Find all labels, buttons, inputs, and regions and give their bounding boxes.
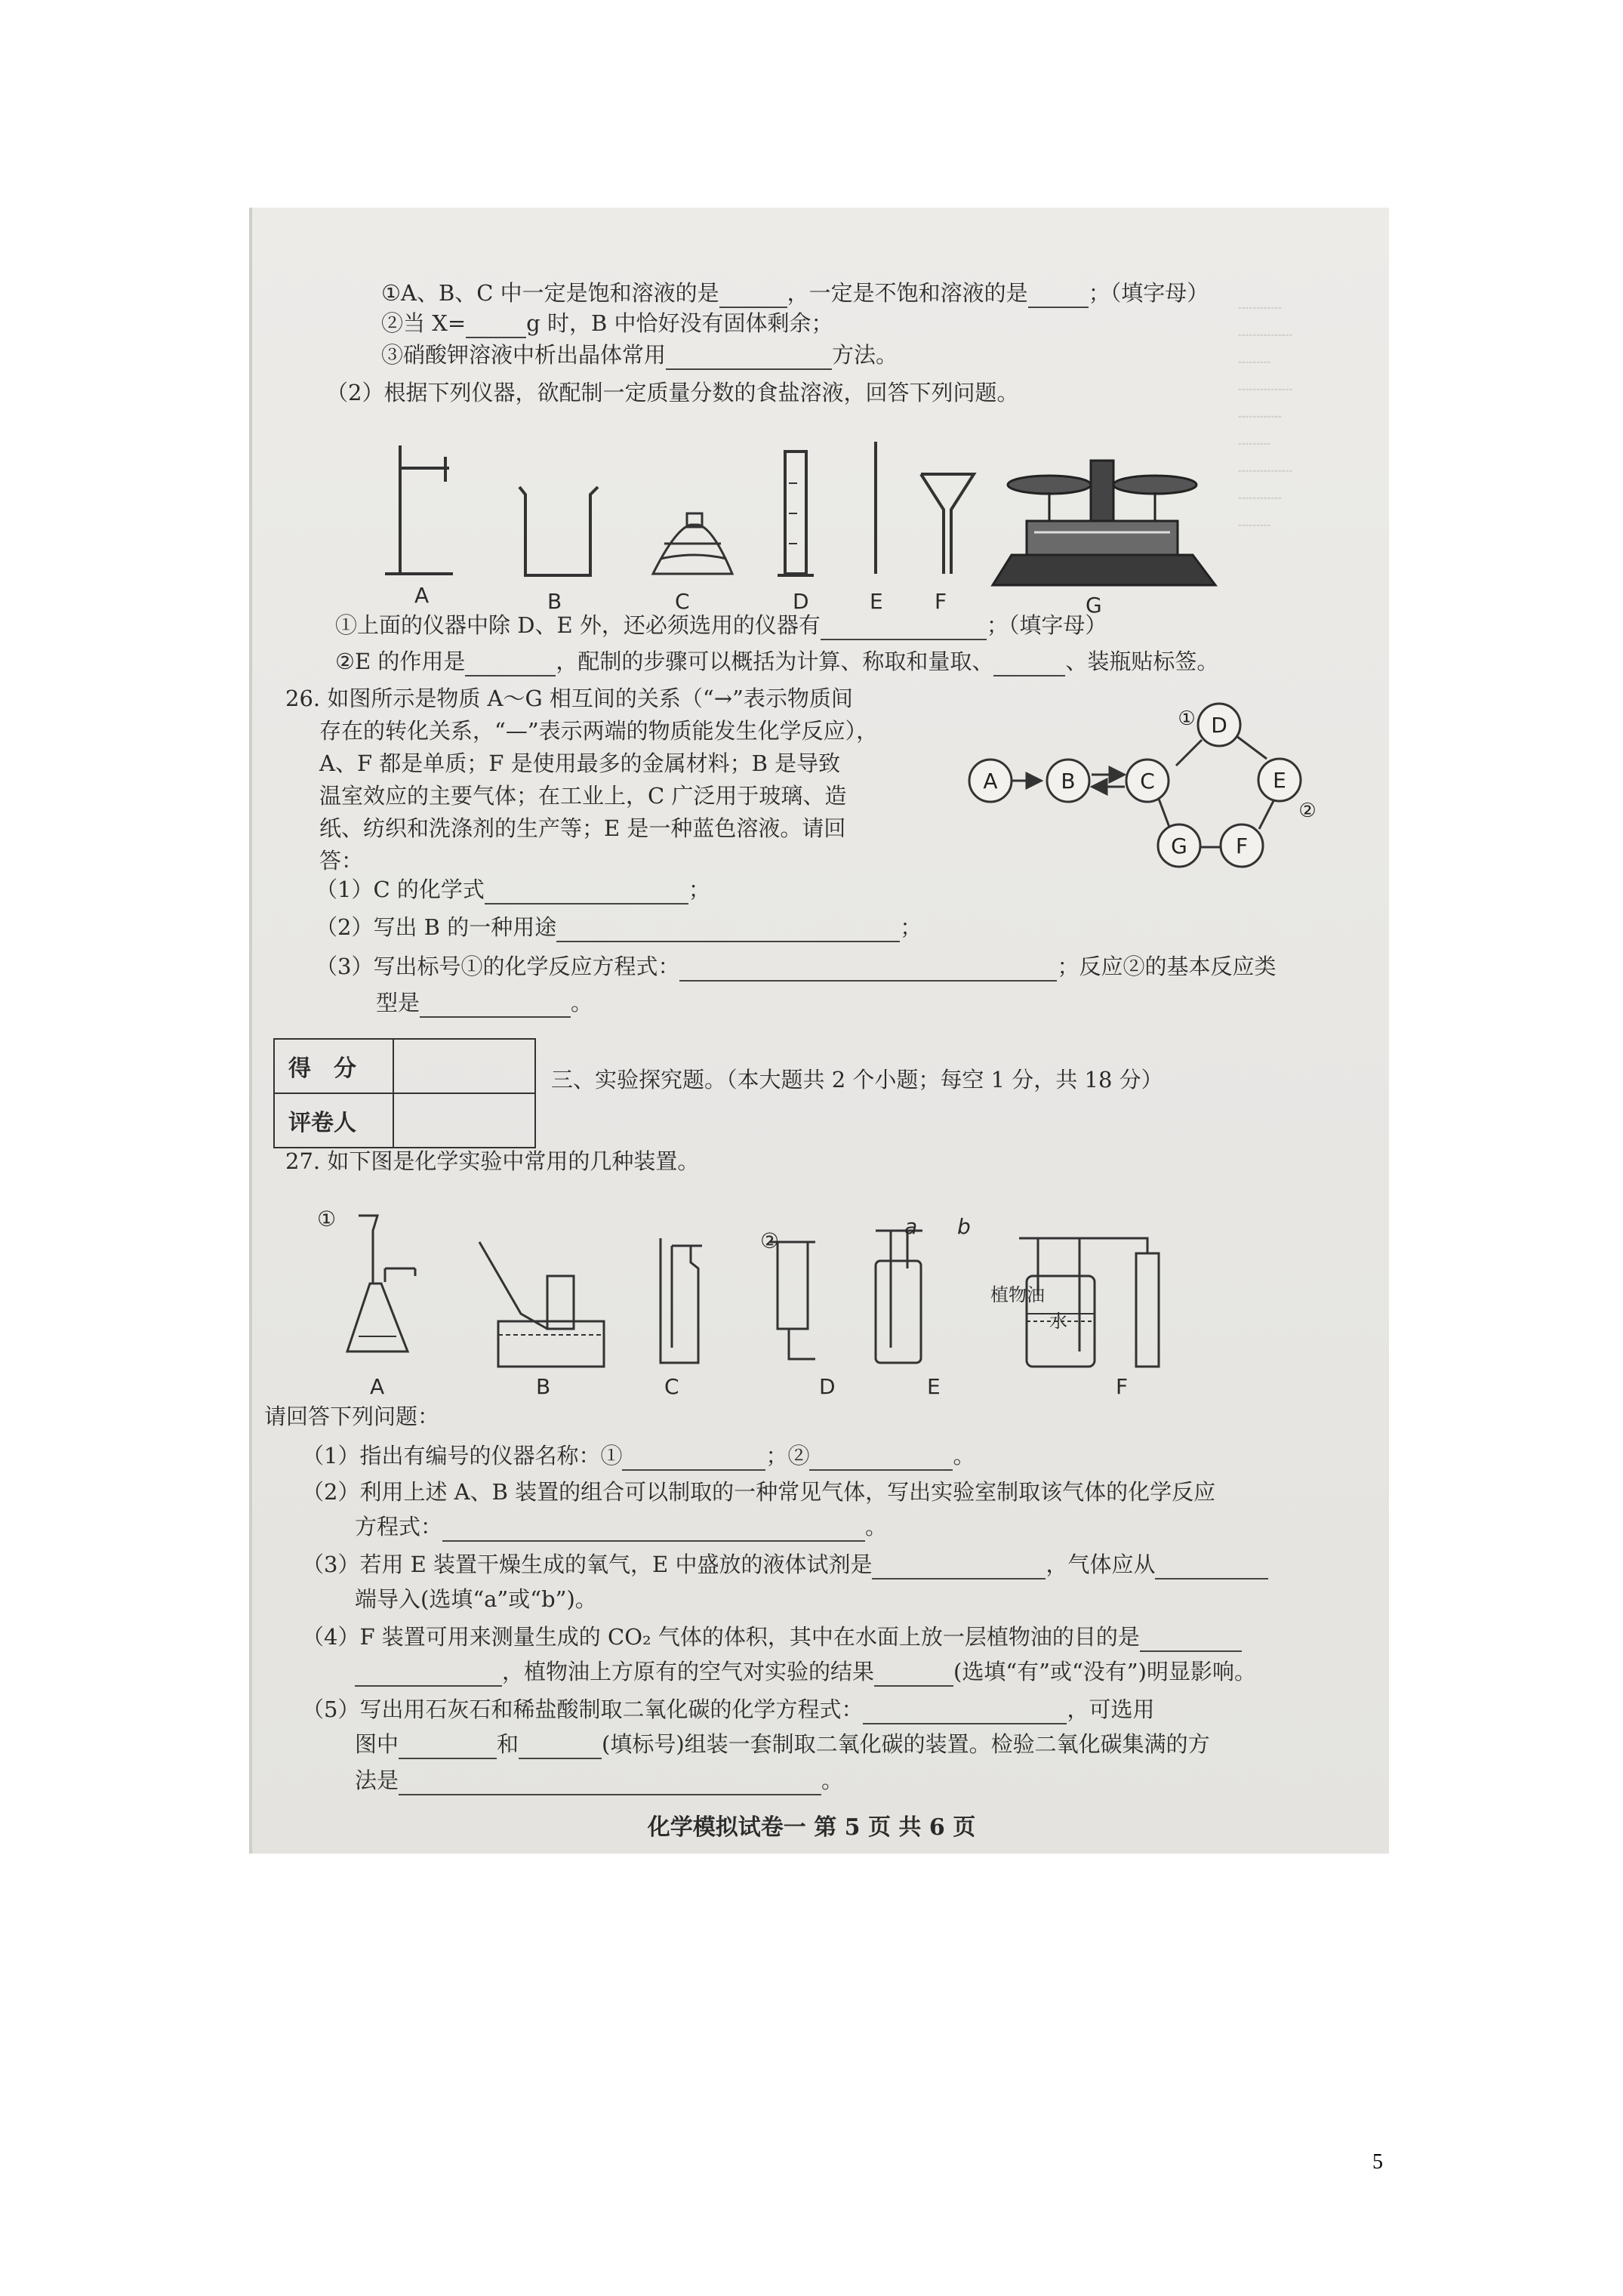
node-e: E (1273, 768, 1286, 793)
q25-s1: ①上面的仪器中除 D、E 外，还必须选用的仪器有 ；（填字母） (335, 612, 1107, 640)
q27-p3: （3）若用 E 装置干燥生成的氧气，E 中盛放的液体试剂是 ，气体应从 (302, 1551, 1268, 1579)
grader-label: 评卷人 (274, 1093, 393, 1148)
q27-p2-cont: 方程式： 。 (355, 1513, 887, 1542)
q27-p2: （2）利用上述 A、B 装置的组合可以制取的一种常见气体，写出实验室制取该气体的化学反应 (302, 1479, 1216, 1505)
page-footer: 化学模拟试卷一 第 5 页 共 6 页 (647, 1814, 976, 1841)
instrument-label-g: G (1086, 593, 1102, 618)
q27-p5-cont: 图中 和 (填标号)组装一套制取二氧化碳的装置。检验二氧化碳集满的方 (355, 1730, 1210, 1759)
q25-s2: ②E 的作用是 ，配制的步骤可以概括为计算、称取和量取、 、装瓶贴标签。 (335, 648, 1218, 676)
apparatus-label-c: C (664, 1374, 679, 1399)
apparatus-c (661, 1238, 702, 1363)
node-f: F (1235, 834, 1249, 858)
apparatus-d (770, 1242, 815, 1359)
apparatus-label-e: E (927, 1374, 941, 1399)
q26-intro: 26. 如图所示是物质 A～G 相互间的关系（“→”表示物质间 存在的转化关系，“—”表示两端的物质能发生化学反应）， A、F 都是单质；F 是使用最多的金属材料；B 是导致 温室效应的主要气体；在工业上，C 广泛用于玻璃、造 纸、纺织和洗涤剂的生产等；E 是一种蓝色溶液。请回 答： (285, 686, 879, 874)
graduated-cylinder (778, 451, 814, 575)
apparatus-a (347, 1216, 415, 1351)
port-a-label: a (904, 1214, 918, 1239)
instrument-label-f: F (935, 589, 947, 614)
q27-p1: （1）指出有编号的仪器名称：① ；② 。 (302, 1442, 975, 1471)
instrument-label-b: B (547, 589, 562, 614)
bleed-through: ┄┄┄┄ ┄┄┄┄┄ ┄┄┄ ┄┄┄┄┄ ┄┄┄┄ ┄┄┄ ┄┄┄┄┄ ┄┄┄┄ ┄┄┄ (1238, 297, 1293, 536)
apparatus-mark-2: ② (760, 1228, 780, 1253)
q27-p5: （5）写出用石灰石和稀盐酸制取二氧化碳的化学方程式： ，可选用 (302, 1696, 1154, 1724)
instrument-label-a: A (414, 583, 430, 608)
apparatus-e (876, 1231, 922, 1363)
instruments-figure (377, 438, 1230, 612)
score-cell[interactable] (393, 1039, 535, 1093)
q26-p2: （2）写出 B 的一种用途 ； (316, 914, 922, 942)
node-c: C (1140, 769, 1155, 794)
oil-label: 植物油 (990, 1284, 1045, 1305)
q25-part2: （2）根据下列仪器，欲配制一定质量分数的食盐溶液，回答下列问题。 (326, 380, 1019, 405)
q27-p4-cont: ，植物油上方原有的空气对实验的结果 (选填“有”或“没有”)明显影响。 (355, 1658, 1256, 1687)
section-3-heading: 三、实验探究题。（本大题共 2 个小题；每空 1 分，共 18 分） (551, 1067, 1163, 1093)
q25-line3: ③硝酸钾溶液中析出晶体常用 方法。 (381, 341, 898, 370)
instrument-label-c: C (675, 589, 690, 614)
iron-stand (385, 445, 453, 574)
grader-cell[interactable] (393, 1093, 535, 1148)
port-b-label: b (957, 1214, 971, 1239)
q25-line2: ②当 X= g 时，B 中恰好没有固体剩余； (381, 310, 833, 338)
instrument-label-d: D (793, 589, 809, 614)
apparatus-label-f: F (1116, 1374, 1129, 1399)
q27-p4: （4）F 装置可用来测量生成的 CO₂ 气体的体积，其中在水面上放一层植物油的目的是 (302, 1623, 1242, 1652)
q26-p3: （3）写出标号①的化学反应方程式： ；反应②的基本反应类 (316, 953, 1276, 982)
q25-line1: ①A、B、C 中一定是饱和溶液的是 ，一定是不饱和溶液的是 ；（填字母） (381, 279, 1209, 308)
relation-diagram (944, 702, 1336, 883)
apparatus-label-b: B (536, 1374, 551, 1399)
node-g: G (1171, 834, 1187, 858)
reaction-mark-1: ① (1178, 707, 1196, 730)
score-table (273, 1038, 536, 1148)
alcohol-lamp (653, 513, 732, 574)
beaker (519, 487, 598, 575)
balance (993, 461, 1215, 585)
q26-p1: （1）C 的化学式 ； (316, 876, 710, 905)
apparatus-label-d: D (819, 1374, 836, 1399)
score-label: 得 分 (274, 1039, 393, 1093)
q27-p5-cont2: 法是 。 (355, 1767, 843, 1795)
q27-ask: 请回答下列问题： (264, 1404, 440, 1429)
funnel (921, 474, 974, 574)
apparatus-figure (317, 1200, 1223, 1382)
instrument-label-e: E (870, 589, 883, 614)
node-a: A (983, 769, 998, 794)
water-label: 水 (1049, 1311, 1067, 1332)
q27-title: 27. 如下图是化学实验中常用的几种装置。 (285, 1148, 700, 1174)
page-number: 5 (1372, 2150, 1383, 2174)
q27-p3-cont: 端导入(选填“a”或“b”)。 (355, 1586, 597, 1612)
apparatus-label-a: A (370, 1374, 385, 1399)
reaction-mark-2: ② (1298, 800, 1317, 822)
apparatus-b (479, 1242, 604, 1367)
node-b: B (1061, 769, 1076, 794)
apparatus-mark-1: ① (317, 1207, 337, 1231)
node-d: D (1211, 713, 1227, 738)
q26-p3-cont: 型是 。 (376, 989, 593, 1018)
